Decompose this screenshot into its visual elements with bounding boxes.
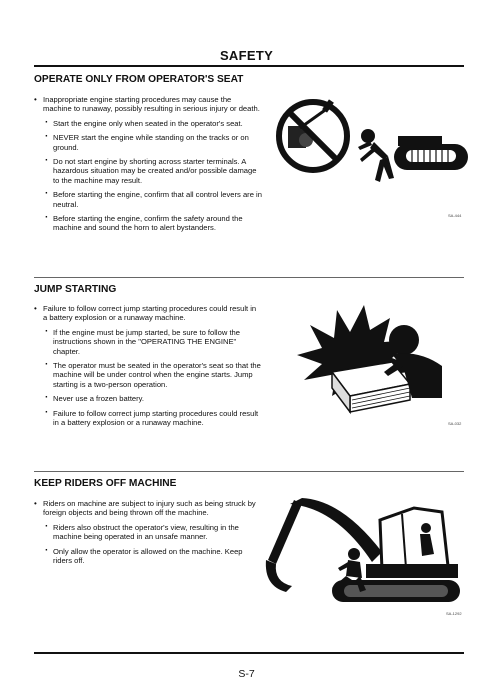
section-sub-item: · If the engine must be jump started, be sure to follow the instructions shown in the "OPERATING THE ENGINE" chapter. [34, 328, 262, 356]
section-bullet: • Failure to follow correct jump starting procedures could result in a battery explosion or a runaway machine. [34, 304, 262, 323]
no-bypass-start-illustration [270, 90, 470, 210]
section-bullet: • Riders on machine are subject to injury such as being struck by foreign objects and being thrown off the machine. [34, 499, 262, 518]
section-bullet: • Inappropriate engine starting procedures may cause the machine to runaway, possibly resulting in serious injury or death. [34, 95, 262, 114]
section-sub-item: · NEVER start the engine while standing on the tracks or on ground. [34, 133, 262, 152]
excavator-rider-illustration [262, 490, 462, 608]
section-title-operator-seat: OPERATE ONLY FROM OPERATOR'S SEAT [34, 74, 244, 85]
section-divider [34, 277, 464, 278]
section-body-jump-starting [34, 304, 262, 432]
section-sub-item: · Before starting the engine, confirm the safety around the machine and sound the horn to alert bystanders. [34, 214, 262, 233]
battery-explosion-illustration [292, 300, 462, 415]
figure-code: SA-444 [448, 213, 462, 218]
section-title-keep-riders-off: KEEP RIDERS OFF MACHINE [34, 478, 177, 489]
section-sub-item: · Start the engine only when seated in the operator's seat. [34, 119, 262, 128]
figure-code: SA-032 [448, 421, 462, 426]
section-body-keep-riders-off [34, 499, 262, 570]
section-sub-item: · The operator must be seated in the operator's seat so that the machine will be under control when the engine starts. Jump starting is a two-person operation. [34, 361, 262, 389]
footer-rule [34, 652, 464, 654]
header-rule [34, 65, 464, 67]
section-sub-item: · Before starting the engine, confirm that all control levers are in neutral. [34, 190, 262, 209]
page-header: SAFETY [219, 48, 274, 63]
section-sub-item: · Only allow the operator is allowed on the machine. Keep riders off. [34, 547, 262, 566]
section-sub-item: · Do not start engine by shorting across starter terminals. A hazardous situation may be created and/or possible damage to the machine may result. [34, 157, 262, 185]
section-title-jump-starting: JUMP STARTING [34, 284, 117, 295]
falling-person-icon [358, 129, 394, 182]
section-divider [34, 471, 464, 472]
section-sub-item: · Riders also obstruct the operator's view, resulting in the machine being operated in an unsafe manner. [34, 523, 262, 542]
page-number: S-7 [238, 668, 255, 680]
crawler-track-icon [394, 136, 468, 170]
section-body-operator-seat [34, 95, 262, 238]
section-sub-item: · Never use a frozen battery. [34, 394, 262, 403]
figure-code: SA-1292 [446, 611, 462, 616]
section-sub-item: · Failure to follow correct jump starting procedures could result in a battery explosion or a runaway machine. [34, 409, 262, 428]
